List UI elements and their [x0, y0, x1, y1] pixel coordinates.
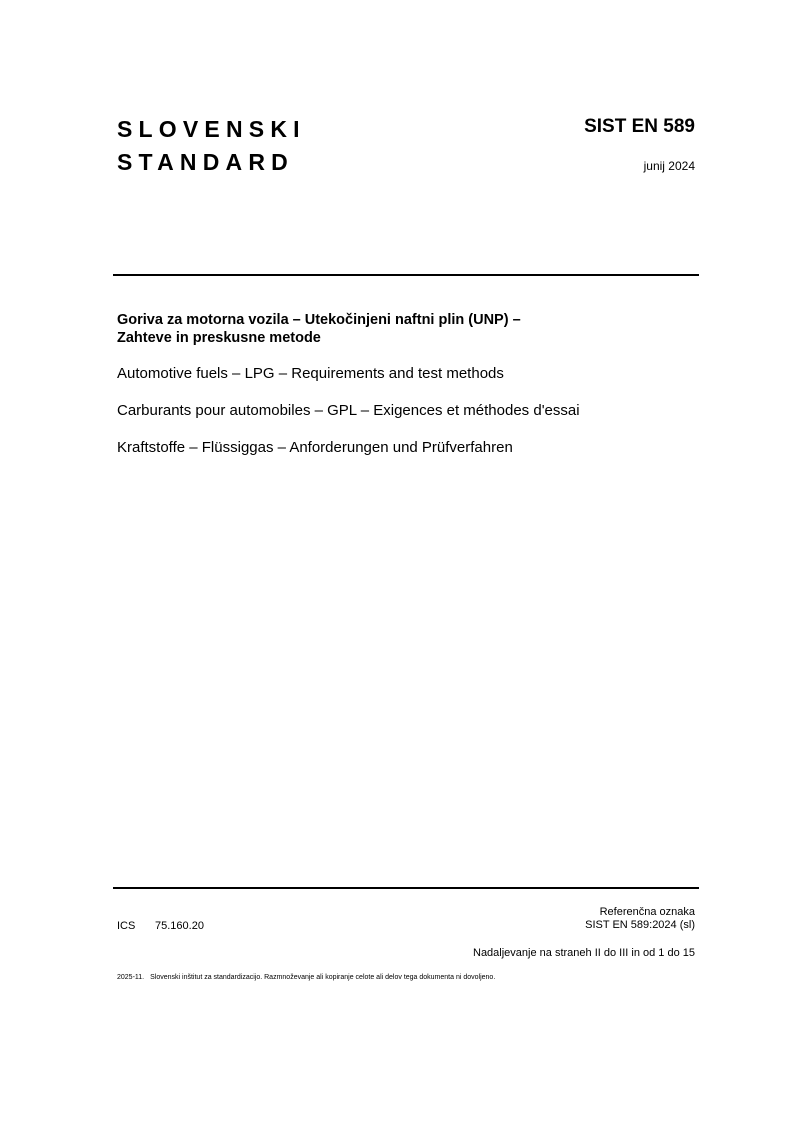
ics-code: 75.160.20 [155, 920, 204, 932]
reference-designation [585, 906, 695, 932]
copyright-notice [117, 974, 495, 981]
standard-number: SIST EN 589 [584, 116, 695, 137]
title-french: Carburants pour automobiles – GPL – Exigences et méthodes d'essai [117, 402, 580, 419]
reference-value: SIST EN 589:2024 (sl) [585, 919, 695, 931]
copyright-text: Slovenski inštitut za standardizacijo. Razmnoževanje ali kopiranje celote ali delov tega dokumenta ni dovoljeno. [150, 974, 496, 981]
title-german: Kraftstoffe – Flüssiggas – Anforderungen und Prüfverfahren [117, 439, 513, 456]
bottom-divider [113, 887, 699, 889]
title-slovenian [117, 311, 521, 347]
page-continuation: Nadaljevanje na straneh II do III in od 1 do 15 [473, 947, 695, 959]
top-divider [113, 274, 699, 276]
ics-label: ICS [117, 920, 136, 932]
title-slovenian-line-2: Zahteve in preskusne metode [117, 330, 321, 346]
ics-classification [117, 921, 204, 932]
brand-line-standard: STANDARD [117, 149, 294, 175]
brand-line-slovenski: SLOVENSKI [117, 116, 306, 142]
publication-date: junij 2024 [643, 159, 695, 173]
reference-label: Referenčna oznaka [599, 906, 695, 918]
title-english: Automotive fuels – LPG – Requirements and test methods [117, 365, 504, 382]
title-slovenian-line-1: Goriva za motorna vozila – Utekočinjeni naftni plin (UNP) – [117, 312, 521, 328]
copyright-year: 2025-11. [117, 974, 145, 981]
